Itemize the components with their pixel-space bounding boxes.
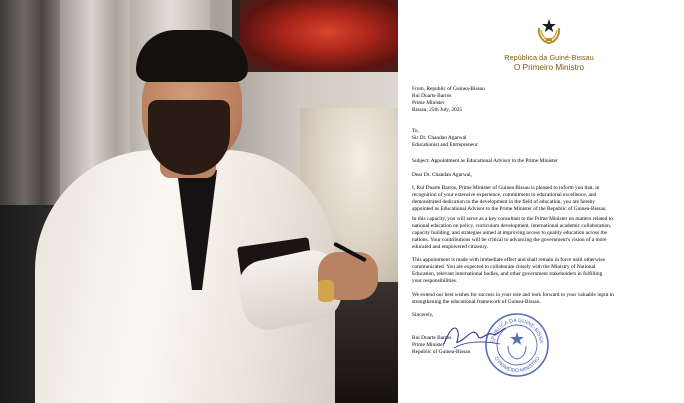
red-painting xyxy=(240,0,398,72)
paragraph-line: appointed as Educational Advisor to the Prime Minister of the Republic of Guinea-Bissau. xyxy=(412,206,607,213)
letter-date: Bissau, 25th July, 2025 xyxy=(412,107,463,114)
paragraph-line: national education on policy, curriculum development, international academic collaboration, xyxy=(412,223,612,230)
hair xyxy=(136,30,248,82)
letterhead-country: República da Guiné-Bissau xyxy=(504,53,594,62)
official-seal-stamp xyxy=(484,312,550,378)
paragraph-3 xyxy=(412,257,668,285)
sender-block xyxy=(412,86,668,114)
paragraph-line: educated and empowered citizenry. xyxy=(412,244,488,251)
closing-text: Sincerely, xyxy=(412,312,434,318)
wristwatch xyxy=(318,280,334,302)
paragraph-line: In this capacity, you will serve as a key consultant to the Prime Minister on matters related to xyxy=(412,216,613,222)
subject-text: Subject: Appointment as Educational Advisor to the Prime Minister xyxy=(412,158,558,164)
salutation xyxy=(412,172,668,179)
recipient-block xyxy=(412,128,668,149)
signatory-name: Rui Duarte Barros xyxy=(412,335,452,341)
paragraph-line: Education, relevant international bodies, and other government stakeholders in fulfilling xyxy=(412,271,603,278)
paragraph-line: I, Rui Duarte Barros, Prime Minister of Guinea Bissau is pleased to inform you that, in xyxy=(412,185,600,191)
signatory-title: Prime Minister xyxy=(412,342,445,349)
seal-bottom-text: O PRIMEIRO MINISTRO xyxy=(492,355,542,375)
recipient-title: Educationist and Entrepreneur xyxy=(412,142,478,149)
paragraph-line: your responsibilities. xyxy=(412,278,458,285)
paragraph-line: nations. Your contributions will be critical to advancing the government's vision of a more xyxy=(412,237,607,244)
paragraph-line: capacity building, and strategies aimed at improving access to quality education across the xyxy=(412,230,608,237)
paragraph-line: demonstrated dedication to the development in the field of education, you are hereby xyxy=(412,199,596,206)
paragraph-line: We extend our best wishes for success in your role and look forward to your valuable input in xyxy=(412,292,614,298)
paragraph-4 xyxy=(412,292,668,306)
recipient-line: To, xyxy=(412,128,419,134)
sender-title: Prime Minister xyxy=(412,100,445,107)
sender-name: Rui Duarte Barros xyxy=(412,93,452,100)
paragraph-line: communicated. You are expected to collaborate closely with the Ministry of National xyxy=(412,264,596,271)
paragraph-line: recognition of your extensive experience, commitment to educational excellence, and xyxy=(412,192,597,199)
national-emblem-icon xyxy=(534,16,564,46)
sender-line: From, Republic of Guinea-Bissau xyxy=(412,86,485,92)
recipient-name: Sir Dr. Chandan Agarwal xyxy=(412,135,467,142)
paragraph-line: This appointment is made with immediate effect and shall remain in force until otherwise xyxy=(412,257,605,263)
subject-line xyxy=(412,158,668,165)
salutation-text: Dear Dr. Chandan Agarwal, xyxy=(412,172,473,178)
seal-top-text: EPUBLICA DA GUINÉ-BISSA xyxy=(490,317,544,344)
paragraph-2 xyxy=(412,216,668,251)
paragraph-1 xyxy=(412,185,668,213)
letterhead-office: O Primeiro Ministro xyxy=(513,63,585,72)
signatory-org: Republic of Guinea-Bissau xyxy=(412,349,471,356)
paragraph-line: strengthening the educational framework of Guinea-Bissau. xyxy=(412,299,541,306)
